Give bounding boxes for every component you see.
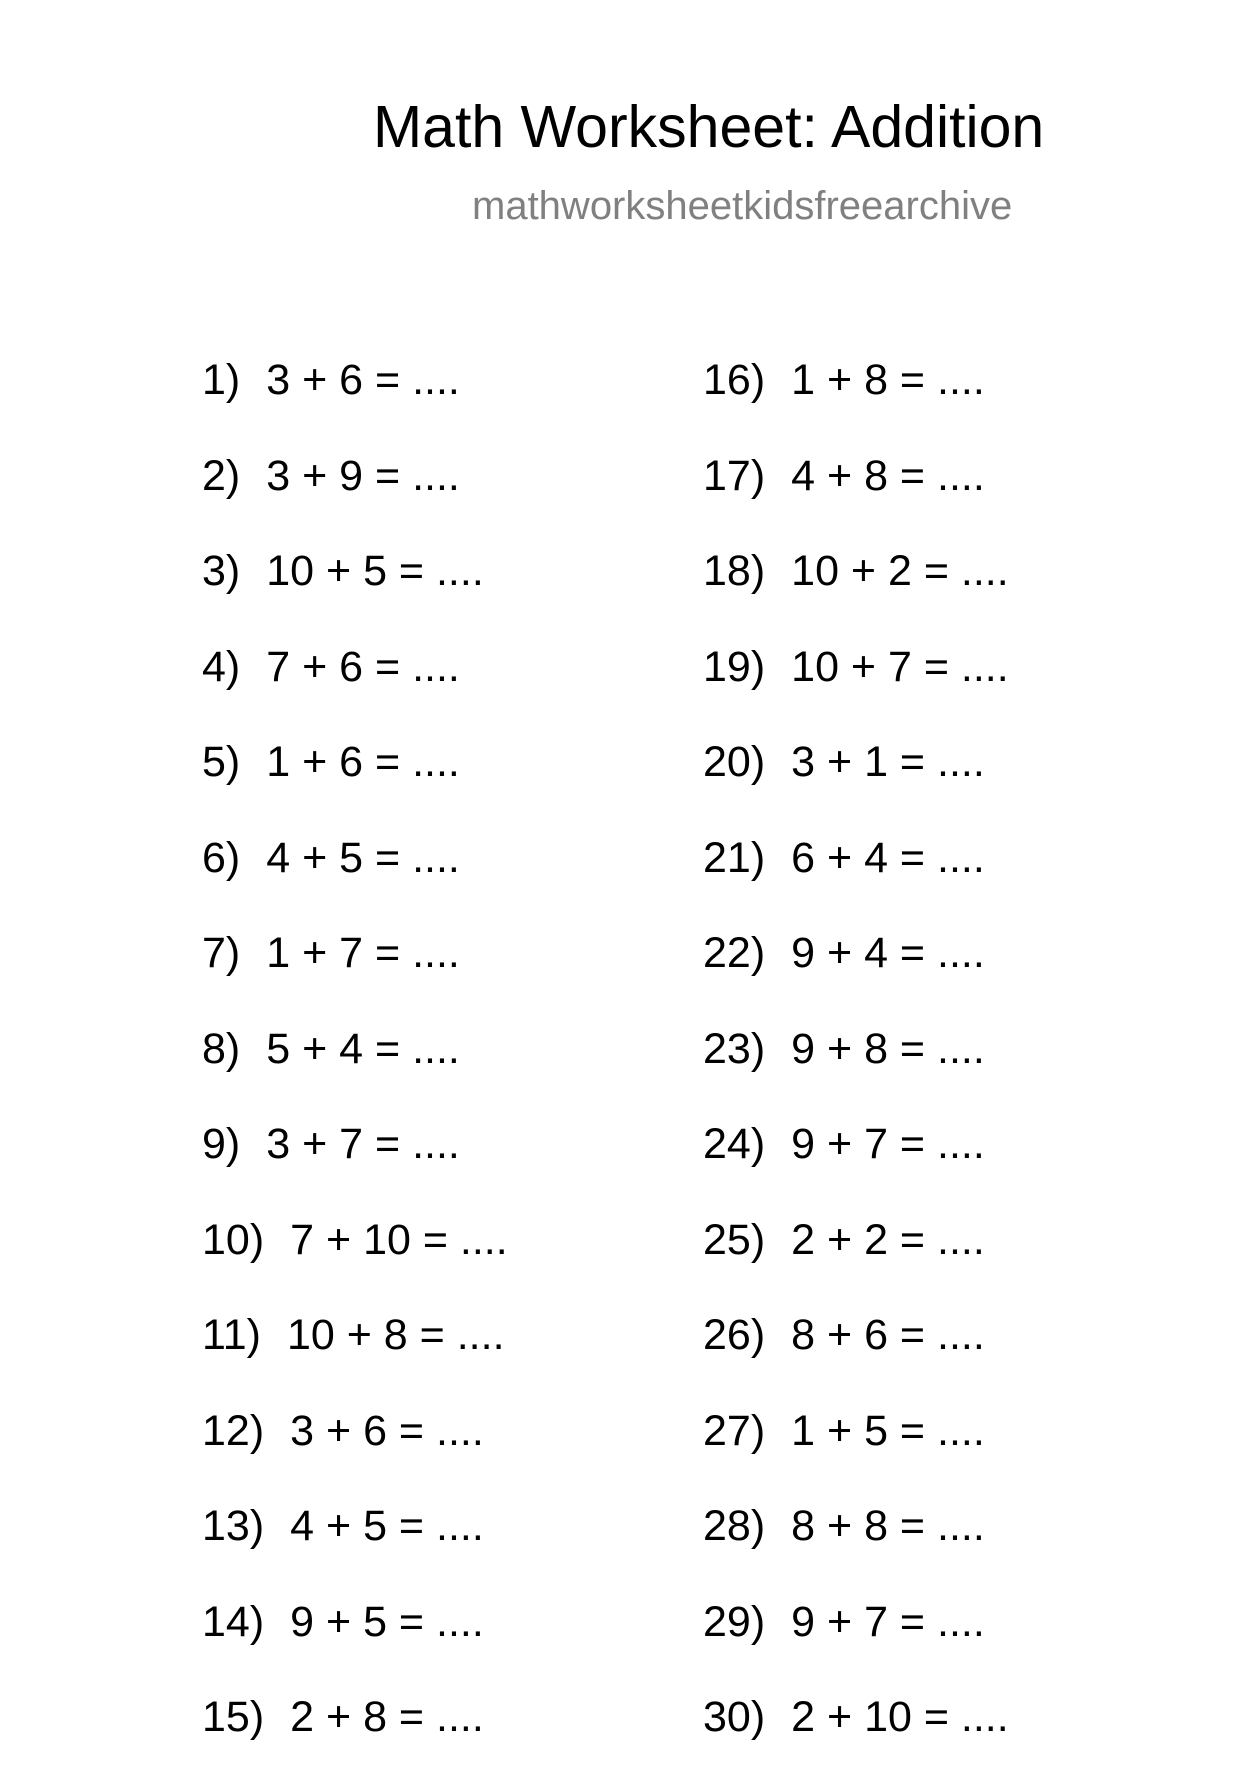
problem-number: 10) xyxy=(202,1215,265,1264)
problem-expression: 4 + 5 = .... xyxy=(266,833,460,882)
problem-number: 21) xyxy=(703,833,766,882)
problem-expression: 9 + 4 = .... xyxy=(791,929,985,977)
problem-item xyxy=(202,451,508,551)
problem-number: 8) xyxy=(202,1024,241,1073)
problem-number: 3) xyxy=(202,547,241,595)
problem-number: 22) xyxy=(703,929,766,977)
problem-number: 24) xyxy=(703,1120,766,1168)
problem-expression: 3 + 9 = .... xyxy=(266,451,460,500)
problem-number: 28) xyxy=(703,1502,766,1550)
problem-number: 20) xyxy=(703,738,766,786)
problem-item xyxy=(202,833,508,933)
problem-number: 5) xyxy=(202,738,241,786)
problem-expression: 1 + 6 = .... xyxy=(266,738,460,786)
problem-expression: 4 + 5 = .... xyxy=(290,1502,484,1550)
problem-number: 16) xyxy=(703,356,766,404)
problem-number: 30) xyxy=(703,1693,766,1741)
problem-expression: 8 + 6 = .... xyxy=(791,1311,985,1359)
problem-item xyxy=(703,833,1009,933)
problem-number: 15) xyxy=(202,1693,265,1741)
problem-number: 17) xyxy=(703,451,766,500)
problem-number: 6) xyxy=(202,833,241,882)
problem-number: 2) xyxy=(202,451,241,500)
problem-number: 13) xyxy=(202,1502,265,1550)
problem-expression: 3 + 1 = .... xyxy=(791,738,985,786)
problem-item xyxy=(202,1120,508,1219)
problem-expression: 3 + 7 = .... xyxy=(266,1120,460,1168)
problem-number: 23) xyxy=(703,1024,766,1073)
problem-number: 27) xyxy=(703,1406,766,1455)
problem-item xyxy=(703,1502,1009,1601)
problem-item xyxy=(202,642,508,742)
problem-item xyxy=(202,929,508,1028)
problem-item xyxy=(703,1597,1009,1697)
problems-column-left xyxy=(202,356,508,1792)
problem-item xyxy=(202,1311,508,1410)
problem-expression: 7 + 6 = .... xyxy=(266,642,460,691)
problem-number: 19) xyxy=(703,642,766,691)
problem-item xyxy=(202,1597,508,1697)
problems-column-right xyxy=(703,356,1009,1792)
problem-number: 18) xyxy=(703,547,766,595)
problem-number: 29) xyxy=(703,1597,766,1646)
problem-item xyxy=(703,1693,1009,1792)
problem-expression: 2 + 2 = .... xyxy=(791,1215,985,1264)
problem-expression: 1 + 8 = .... xyxy=(791,356,985,404)
problem-expression: 1 + 5 = .... xyxy=(791,1406,985,1455)
problem-expression: 5 + 4 = .... xyxy=(266,1024,460,1073)
problem-item xyxy=(202,1693,508,1792)
problem-number: 9) xyxy=(202,1120,241,1168)
problem-expression: 3 + 6 = .... xyxy=(290,1406,484,1455)
problem-item xyxy=(703,929,1009,1028)
problem-item xyxy=(703,1406,1009,1506)
problem-expression: 9 + 5 = .... xyxy=(290,1597,484,1646)
problem-expression: 9 + 7 = .... xyxy=(791,1597,985,1646)
problem-expression: 2 + 10 = .... xyxy=(791,1693,1009,1741)
problem-item xyxy=(703,738,1009,837)
problem-item xyxy=(202,356,508,455)
problem-item xyxy=(703,356,1009,455)
problem-expression: 8 + 8 = .... xyxy=(791,1502,985,1550)
problem-expression: 4 + 8 = .... xyxy=(791,451,985,500)
problem-number: 4) xyxy=(202,642,241,691)
problem-number: 12) xyxy=(202,1406,265,1455)
problem-number: 26) xyxy=(703,1311,766,1359)
problem-number: 14) xyxy=(202,1597,265,1646)
problem-item xyxy=(703,1311,1009,1410)
problem-expression: 9 + 8 = .... xyxy=(791,1024,985,1073)
problem-expression: 3 + 6 = .... xyxy=(266,356,460,404)
problem-item xyxy=(202,1502,508,1601)
problem-item xyxy=(202,738,508,837)
problem-expression: 7 + 10 = .... xyxy=(290,1215,508,1264)
problem-number: 1) xyxy=(202,356,241,404)
problem-item xyxy=(202,1406,508,1506)
problem-item xyxy=(703,1024,1009,1124)
problem-item xyxy=(202,1024,508,1124)
problem-item xyxy=(202,547,508,646)
problem-expression: 10 + 8 = .... xyxy=(286,1311,505,1359)
problem-expression: 1 + 7 = .... xyxy=(266,929,460,977)
problem-number: 25) xyxy=(703,1215,766,1264)
problem-item xyxy=(202,1215,508,1315)
problem-item xyxy=(703,1120,1009,1219)
problem-expression: 10 + 7 = .... xyxy=(791,642,1009,691)
problem-expression: 2 + 8 = .... xyxy=(290,1693,484,1741)
problem-item xyxy=(703,1215,1009,1315)
problem-item xyxy=(703,547,1009,646)
problem-item xyxy=(703,642,1009,742)
problem-number: 11) xyxy=(202,1311,261,1359)
problem-expression: 10 + 5 = .... xyxy=(266,547,484,595)
worksheet-subtitle: mathworksheetkidsfreearchive xyxy=(472,184,1013,228)
problem-expression: 9 + 7 = .... xyxy=(791,1120,985,1168)
worksheet-title: Math Worksheet: Addition xyxy=(373,94,1045,160)
problem-expression: 6 + 4 = .... xyxy=(791,833,985,882)
problem-item xyxy=(703,451,1009,551)
problem-number: 7) xyxy=(202,929,241,977)
problem-expression: 10 + 2 = .... xyxy=(791,547,1009,595)
